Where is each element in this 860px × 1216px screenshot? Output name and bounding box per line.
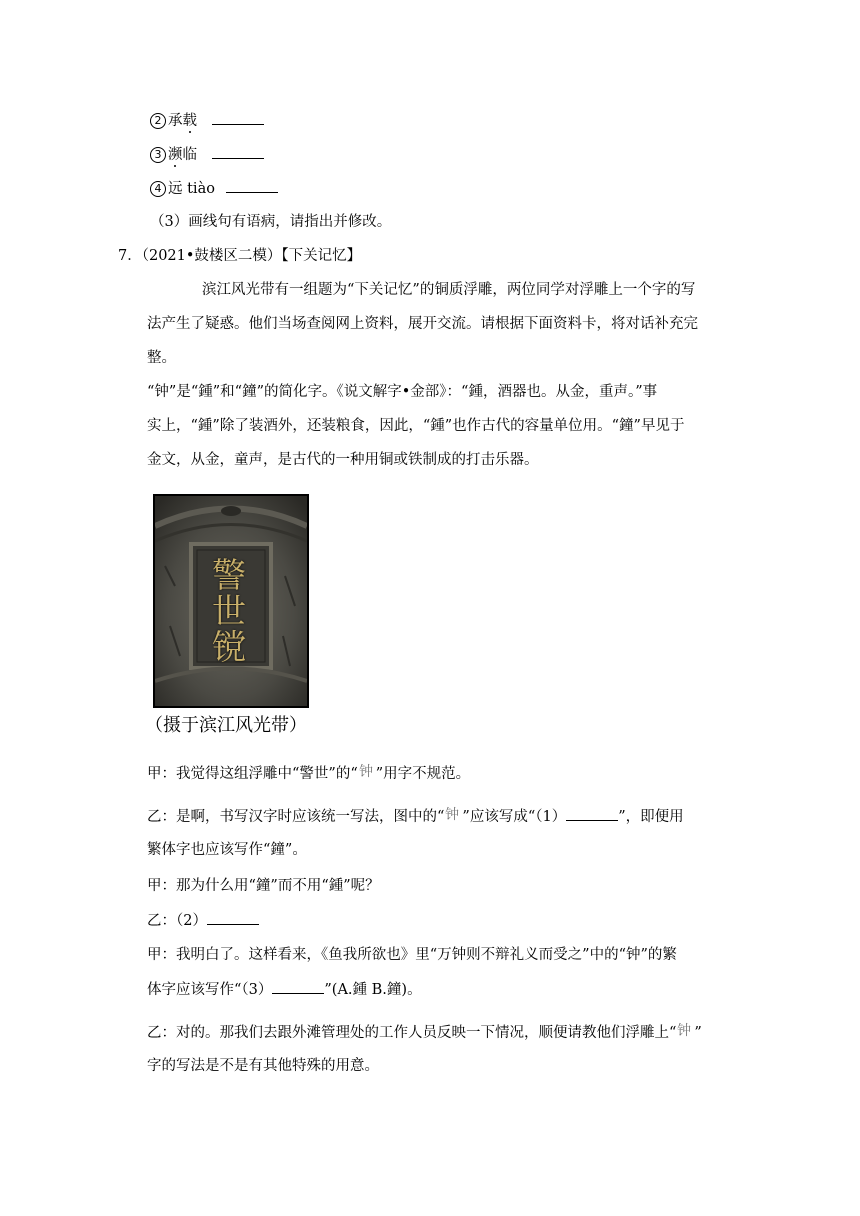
- item-2: [150, 110, 264, 131]
- dialogue-yi-1-text-a: 乙：是啊，书写汉字时应该统一写法，图中的“: [147, 809, 445, 825]
- answer-blank-item-3[interactable]: [212, 144, 264, 159]
- dialogue-yi-2-text: 乙：（2）: [147, 913, 207, 929]
- dialogue-jia-1-text-b: ”用字不规范。: [375, 766, 471, 782]
- circled-number-3: 3: [150, 147, 166, 163]
- bell-plaque-photo: [153, 494, 309, 708]
- photo-caption: （摄于滨江风光带）: [145, 715, 307, 736]
- item-3-char-b: 临: [182, 147, 197, 163]
- item-4: [150, 178, 278, 199]
- dialogue-jia-3-cont: [147, 979, 422, 1000]
- item-4-word: 远 tiào: [168, 181, 215, 197]
- plaque-char-1: 警: [212, 556, 246, 596]
- dialogue-jia-1-text-a: 甲：我觉得这组浮雕中“警世”的“: [147, 766, 358, 782]
- bell-char-image-icon: [358, 763, 376, 779]
- answer-blank-2[interactable]: [207, 910, 259, 925]
- card-line-1: “钟”是“鍾”和“鐘”的简化字。《说文解字•金部》：“鍾，酒器也。从金，重声。”事: [147, 384, 658, 400]
- dialogue-yi-3-cont: 字的写法是不是有其他特殊的用意。: [147, 1058, 379, 1074]
- dialogue-yi-3-text-b: ”: [694, 1025, 702, 1041]
- item-2-char-b-dotted: 载: [182, 113, 197, 129]
- dialogue-yi-2: [147, 910, 259, 931]
- intro-line-2: 法产生了疑惑。他们当场查阅网上资料，展开交流。请根据下面资料卡，将对话补充完: [147, 316, 698, 332]
- svg-text:钟: 钟: [445, 807, 460, 822]
- circled-number-2: 2: [150, 113, 166, 129]
- circled-number-4: 4: [150, 181, 166, 197]
- intro-line-1: 滨江风光带有一组题为“下关记忆”的铜质浮雕，两位同学对浮雕上一个字的写: [202, 282, 696, 298]
- dialogue-yi-1: [147, 806, 684, 827]
- dialogue-yi-1-cont: 繁体字也应该写作“鐘”。: [147, 842, 307, 858]
- bell-char-image-icon: [444, 806, 462, 822]
- item-2-char-a: 承: [168, 113, 183, 129]
- dialogue-yi-1-text-b: ”应该写成“（1）: [462, 809, 567, 825]
- card-line-2: 实上，“鍾”除了装酒外，还装粮食，因此，“鍾”也作古代的容量单位用。“鐘”早见于: [147, 418, 685, 434]
- dialogue-jia-3-text-b: 体字应该写作“（3）: [147, 982, 273, 998]
- bell-char-image-icon: [676, 1022, 694, 1038]
- dialogue-jia-1: [147, 763, 470, 784]
- plaque-char-2: 世: [212, 592, 246, 632]
- intro-line-3: 整。: [147, 350, 176, 366]
- answer-blank-3[interactable]: [272, 979, 324, 994]
- dialogue-jia-2: 甲：那为什么用“鐘”而不用“鍾”呢？: [147, 878, 380, 894]
- card-line-3: 金文，从金，童声，是古代的一种用铜或铁制成的打击乐器。: [147, 452, 539, 468]
- item-3: [150, 144, 264, 165]
- plaque-char-3: 镋: [212, 628, 246, 668]
- question-7-header: 7．（2021•鼓楼区二模）【下关记忆】: [118, 248, 362, 264]
- answer-blank-1[interactable]: [566, 806, 618, 821]
- item-3-char-a-dotted: 濒: [168, 147, 183, 163]
- dialogue-yi-3: [147, 1022, 702, 1043]
- svg-text:钟: 钟: [358, 764, 373, 779]
- answer-blank-item-2[interactable]: [212, 110, 264, 125]
- answer-blank-item-4[interactable]: [226, 178, 278, 193]
- dialogue-jia-3: 甲：我明白了。这样看来，《鱼我所欲也》里“万钟则不辩礼义而受之”中的“钟”的繁: [147, 947, 677, 963]
- part-3-instruction: （3）画线句有语病，请指出并修改。: [150, 214, 392, 230]
- svg-text:钟: 钟: [677, 1023, 692, 1038]
- dialogue-yi-1-text-c: ”，即便用: [618, 809, 684, 825]
- dialogue-yi-3-text-a: 乙：对的。那我们去跟外滩管理处的工作人员反映一下情况，顺便请教他们浮雕上“: [147, 1025, 677, 1041]
- dialogue-jia-3-text-c: ”(A.鍾 B.鐘)。: [324, 982, 422, 998]
